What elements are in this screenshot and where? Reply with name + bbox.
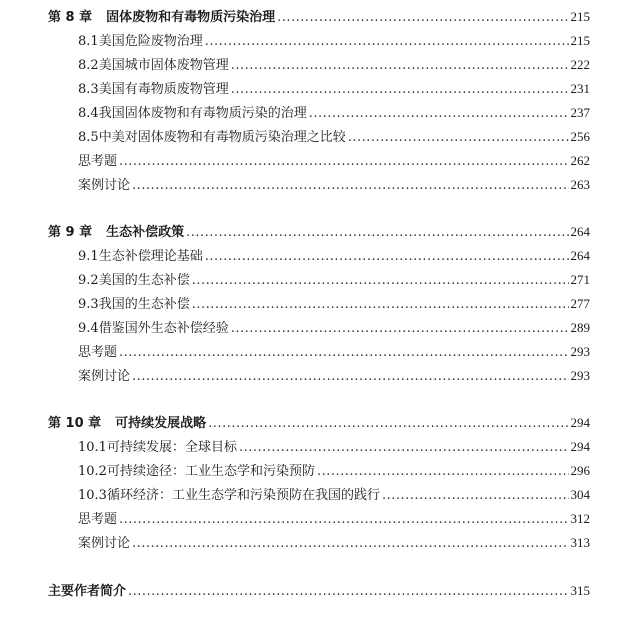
page-number: 231 <box>570 81 590 96</box>
page-number: 264 <box>570 224 590 239</box>
toc-entry-9-4[interactable] <box>78 317 590 339</box>
dot-leader <box>231 79 569 101</box>
section-number: 8.3 <box>78 82 99 97</box>
dot-leader <box>231 55 569 77</box>
chapter-label: 第 10 章 <box>48 416 102 431</box>
dot-leader <box>239 437 569 459</box>
dot-leader <box>128 581 568 603</box>
section-title: 思考题 <box>78 512 118 527</box>
section-number: 9.2 <box>78 273 99 288</box>
section-number: 9.1 <box>78 249 99 264</box>
dot-leader <box>382 485 569 507</box>
toc-entry-8-1[interactable] <box>78 30 590 52</box>
toc-entry-8-case-study[interactable] <box>78 174 590 196</box>
page-number: 256 <box>570 129 590 144</box>
toc-entry-10-questions[interactable] <box>78 508 590 530</box>
page-number: 304 <box>570 487 590 502</box>
section-title: 案例讨论 <box>78 536 131 551</box>
page-number: 293 <box>570 368 590 383</box>
section-title: 我国的生态补偿 <box>98 297 190 312</box>
page-number: 263 <box>570 177 590 192</box>
section-number: 10.2 <box>78 464 107 479</box>
section-title: 思考题 <box>78 345 118 360</box>
dot-leader <box>132 533 568 555</box>
toc-entry-8-2[interactable] <box>78 54 590 76</box>
dot-leader <box>192 270 569 292</box>
page-number: 271 <box>570 272 590 287</box>
toc-entry-10-1[interactable] <box>78 436 590 458</box>
dot-leader <box>317 461 569 483</box>
page-number: 313 <box>570 535 590 550</box>
toc-entry-10-case-study[interactable] <box>78 532 590 554</box>
toc-chapter-9[interactable] <box>48 221 590 243</box>
dot-leader <box>309 103 569 125</box>
section-title: 美国有毒物质废物管理 <box>98 82 229 97</box>
toc-entry-10-3[interactable] <box>78 484 590 506</box>
dot-leader <box>231 318 569 340</box>
dot-leader <box>119 509 568 531</box>
section-number: 10.1 <box>78 440 107 455</box>
chapter-title: 可持续发展战略 <box>115 416 207 431</box>
section-number: 9.3 <box>78 297 99 312</box>
dot-leader <box>119 342 568 364</box>
page-number: 215 <box>570 33 590 48</box>
section-title: 美国的生态补偿 <box>98 273 190 288</box>
page-number: 293 <box>570 344 590 359</box>
toc-entry-8-questions[interactable] <box>78 150 590 172</box>
page-number: 289 <box>570 320 590 335</box>
dot-leader <box>192 294 569 316</box>
toc-entry-9-1[interactable] <box>78 245 590 267</box>
toc-entry-9-questions[interactable] <box>78 341 590 363</box>
page-number: 222 <box>570 57 590 72</box>
section-title: 循环经济：工业生态学和污染预防在我国的践行 <box>106 488 380 503</box>
section-number: 10.3 <box>78 488 107 503</box>
section-title: 我国固体废物和有毒物质污染的治理 <box>98 106 307 121</box>
page-number: 312 <box>570 511 590 526</box>
toc-chapter-10[interactable] <box>48 412 590 434</box>
chapter-title: 生态补偿政策 <box>106 225 185 240</box>
page-number: 315 <box>570 583 590 598</box>
page-number: 277 <box>570 296 590 311</box>
page-number: 296 <box>570 463 590 478</box>
page-number: 215 <box>570 9 590 24</box>
section-title: 中美对固体废物和有毒物质污染治理之比较 <box>98 130 346 145</box>
toc-entry-8-4[interactable] <box>78 102 590 124</box>
dot-leader <box>205 246 569 268</box>
chapter-label: 第 9 章 <box>48 225 93 240</box>
page-number: 294 <box>570 439 590 454</box>
section-number: 8.2 <box>78 58 99 73</box>
section-number: 8.1 <box>78 34 99 49</box>
page-number: 264 <box>570 248 590 263</box>
dot-leader <box>348 127 569 149</box>
page-number: 237 <box>570 105 590 120</box>
page-number: 262 <box>570 153 590 168</box>
section-number: 8.4 <box>78 106 99 121</box>
section-title: 生态补偿理论基础 <box>98 249 203 264</box>
section-title: 美国城市固体废物管理 <box>98 58 229 73</box>
section-number: 9.4 <box>78 321 99 336</box>
dot-leader <box>119 151 568 173</box>
section-title: 案例讨论 <box>78 178 131 193</box>
dot-leader <box>186 222 568 244</box>
chapter-title: 固体废物和有毒物质污染治理 <box>106 10 276 25</box>
page-number: 294 <box>570 415 590 430</box>
dot-leader <box>277 7 568 29</box>
toc-author-intro[interactable] <box>48 580 590 602</box>
section-title: 借鉴国外生态补偿经验 <box>98 321 229 336</box>
dot-leader <box>132 366 568 388</box>
toc-entry-9-2[interactable] <box>78 269 590 291</box>
section-title: 可持续发展：全球目标 <box>106 440 237 455</box>
toc-entry-8-5[interactable] <box>78 126 590 148</box>
section-title: 美国危险废物治理 <box>98 34 203 49</box>
dot-leader <box>208 413 568 435</box>
chapter-title: 主要作者简介 <box>48 584 127 599</box>
section-title: 可持续途径：工业生态学和污染预防 <box>106 464 315 479</box>
section-title: 思考题 <box>78 154 118 169</box>
section-title: 案例讨论 <box>78 369 131 384</box>
toc-entry-9-3[interactable] <box>78 293 590 315</box>
chapter-label: 第 8 章 <box>48 10 93 25</box>
toc-chapter-8[interactable] <box>48 6 590 28</box>
toc-entry-8-3[interactable] <box>78 78 590 100</box>
section-number: 8.5 <box>78 130 99 145</box>
dot-leader <box>205 31 569 53</box>
dot-leader <box>132 175 568 197</box>
toc-entry-9-case-study[interactable] <box>78 365 590 387</box>
toc-entry-10-2[interactable] <box>78 460 590 482</box>
